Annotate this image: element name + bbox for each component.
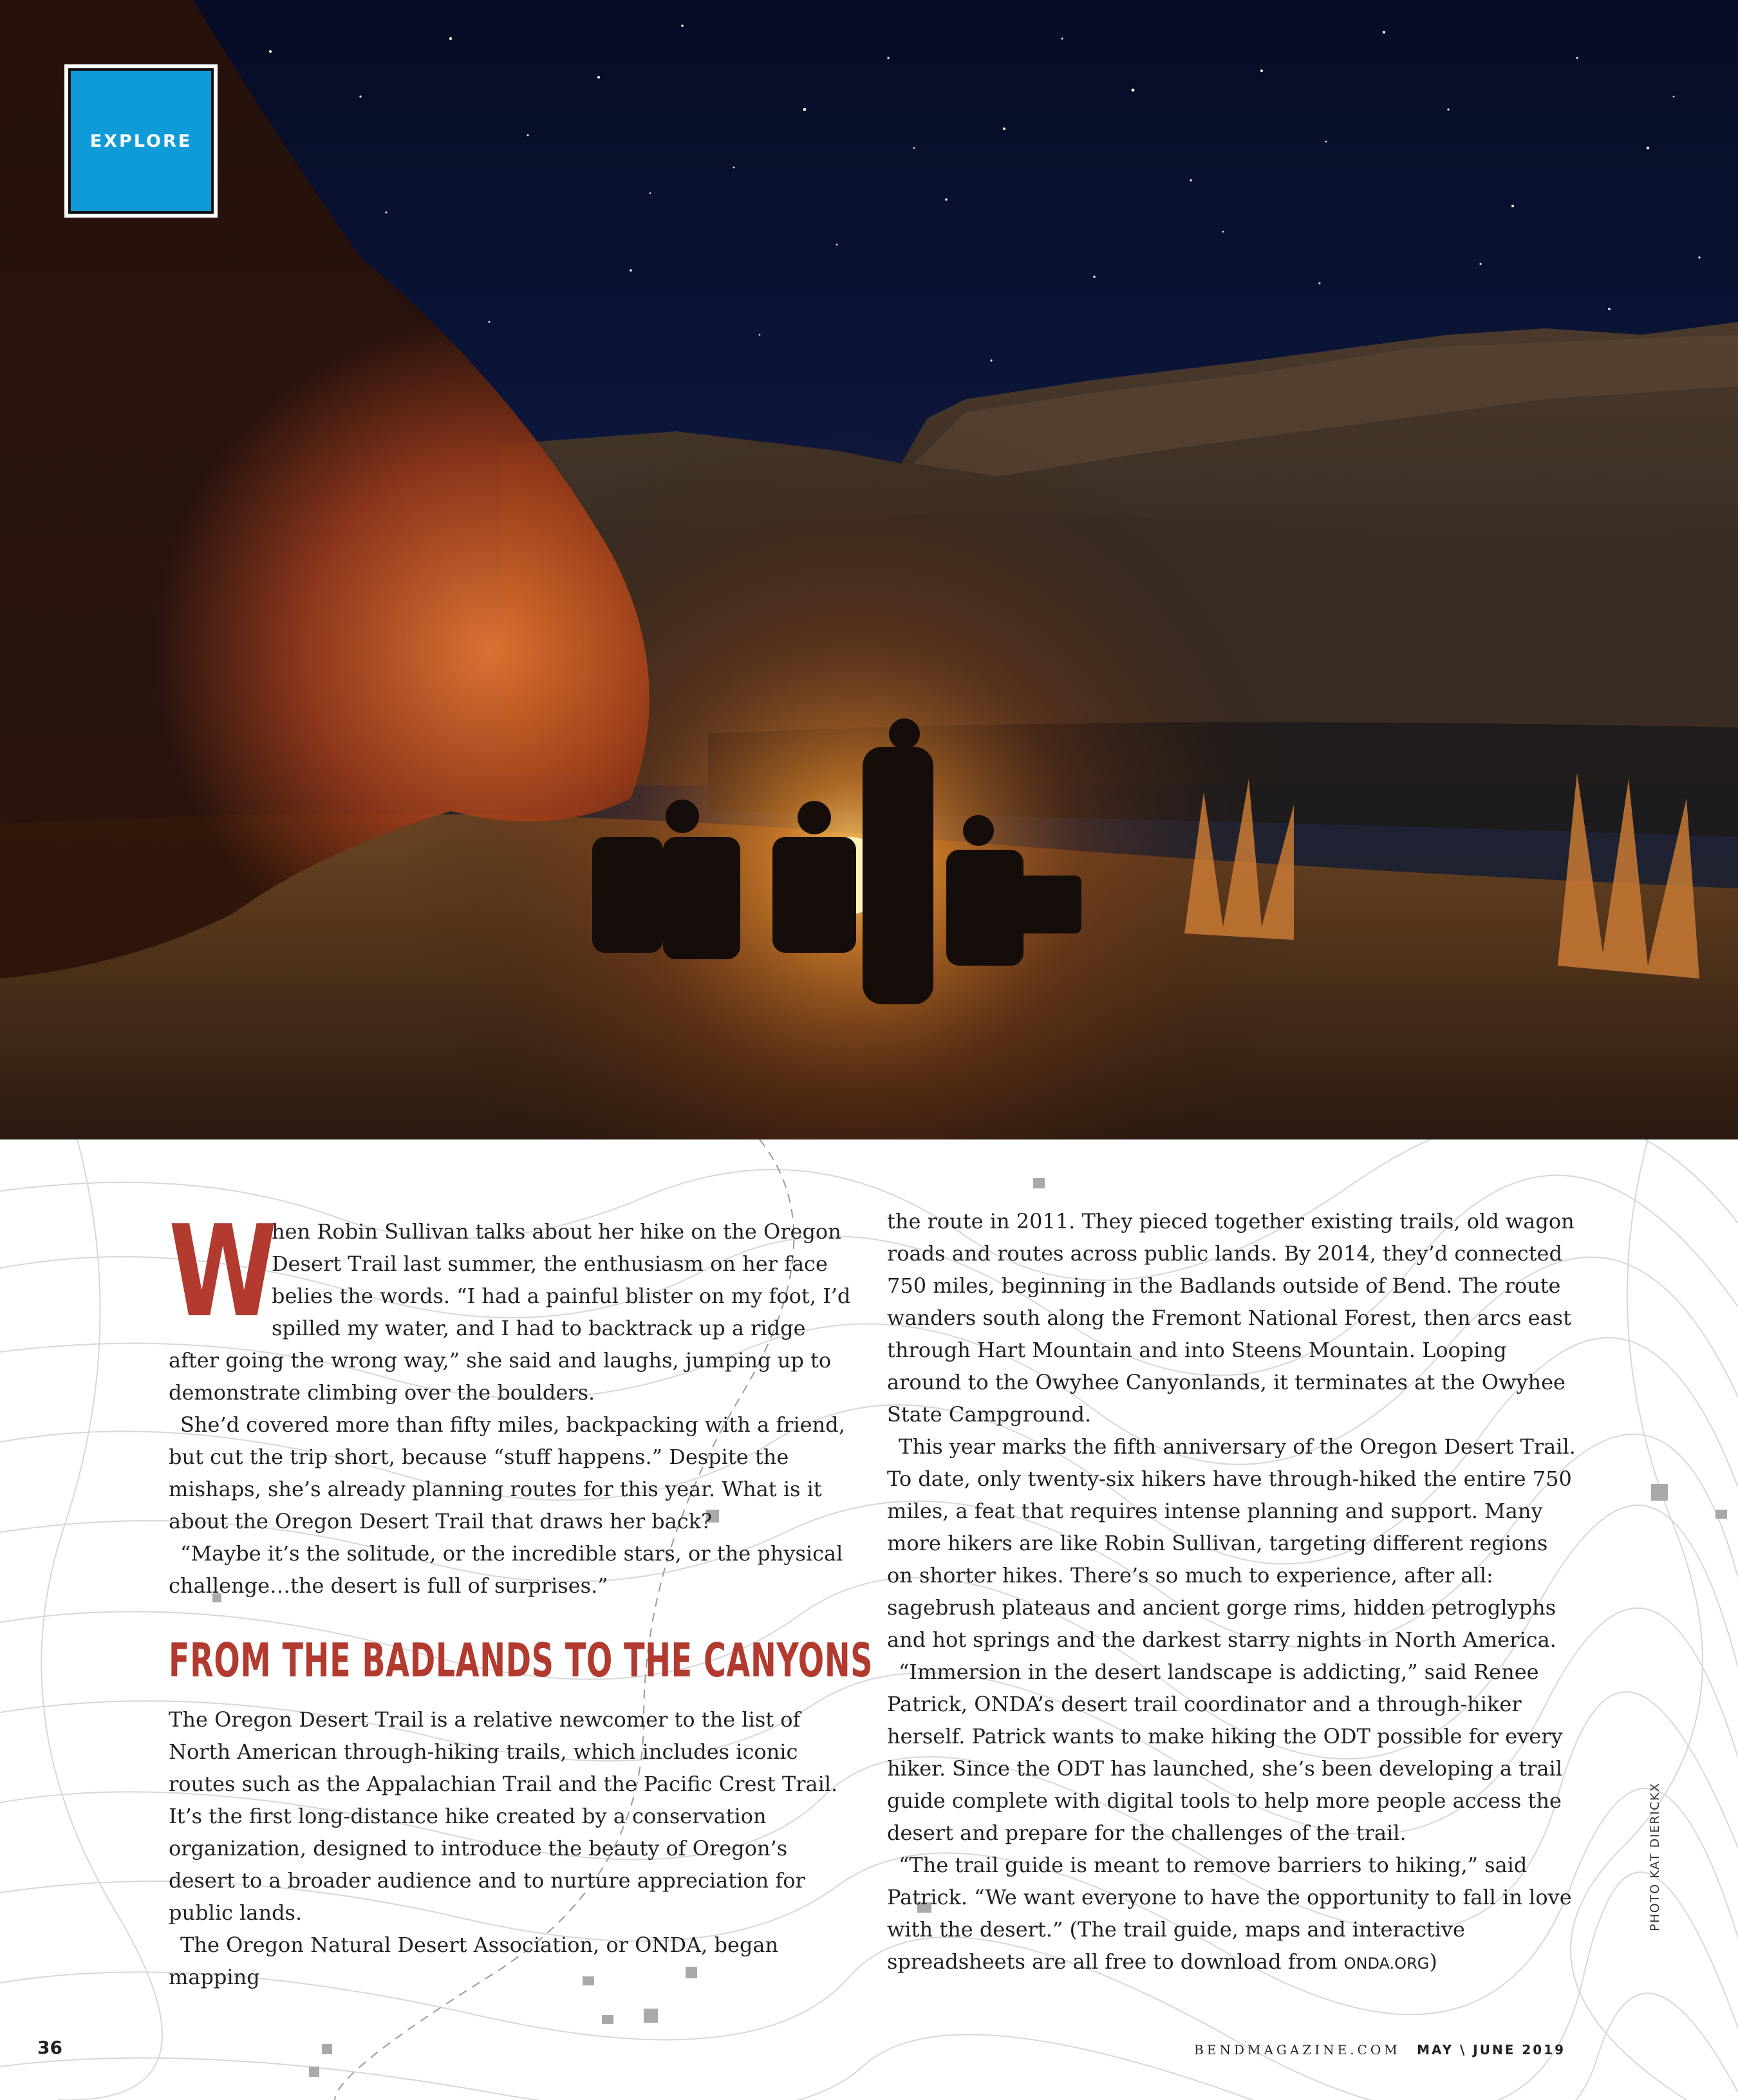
last-paragraph-end: ) xyxy=(1429,1949,1437,1974)
article-paragraph: “Immersion in the desert landscape is addicting,” said Renee Patrick, ONDA’s desert trail coordinator and a through-hiker herself. Patrick wants to make hiking the ODT possible for every hiker. Since the ODT has launched, she’s been developing a trail guide complete with digital tools to help more people access the desert and prepare for the challenges of the trail. xyxy=(887,1660,1563,1845)
footer-folio xyxy=(1194,2042,1565,2058)
article-paragraph: hen Robin Sullivan talks about her hike on the Oregon Desert Trail last summer, the enthusiasm on her face belies the words. “I had a painful blister on my foot, I’d spilled my water, and I had to backtrack up a ridge after going the wrong way,” she said and laughs, jumping up to demonstrate climbing over the boulders. xyxy=(169,1219,851,1405)
section-tag-box xyxy=(68,68,214,214)
footer-site: BENDMAGAZINE.COM xyxy=(1194,2042,1401,2058)
article-paragraph: She’d covered more than fifty miles, backpacking with a friend, but cut the trip short, because “stuff happens.” Despite the mishaps, she’s already planning routes for this year. What is it about the Oregon Desert Trail that draws her back? xyxy=(169,1412,845,1533)
drop-cap: W xyxy=(169,1199,277,1345)
article-paragraph-last xyxy=(887,1849,1576,1980)
article-right-column xyxy=(887,1205,1576,1980)
article-subhead: FROM THE BADLANDS TO THE CANYONS xyxy=(169,1633,874,1687)
article-paragraph: The Oregon Natural Desert Association, or ONDA, began mapping xyxy=(169,1933,779,1989)
article-paragraph: This year marks the fifth anniversary of the Oregon Desert Trail. To date, only twenty-six hikers have through-hiked the entire 750 miles, a feat that requires intense planning and support. Many more hikers are like Robin Sullivan, targeting different regions on shorter hikes. There’s so much to experience, after all: sagebrush plateaus and ancient gorge rims, hidden petroglyphs and hot springs and the darkest starry nights in North America. xyxy=(887,1434,1576,1652)
article-paragraph: The Oregon Desert Trail is a relative newcomer to the list of North American through-hiking trails, which includes iconic routes such as the Appalachian Trail and the Pacific Crest Trail. It’s the first long-distance hike created by a conservation organization, designed to introduce the beauty of Oregon’s desert to a broader audience and to nurture appreciation for public lands. xyxy=(169,1707,838,1925)
section-tag-label: EXPLORE xyxy=(89,131,192,151)
footer-issue: MAY \ JUNE 2019 xyxy=(1417,2042,1565,2058)
page-number: 36 xyxy=(37,2037,62,2058)
photo-credit: PHOTO KAT DIERICKX xyxy=(1648,1782,1662,1931)
article-left-column xyxy=(169,1199,874,1993)
last-paragraph-text: “The trail guide is meant to remove barriers to hiking,” said Patrick. “We want everyone to have the opportunity to fall in love with the desert.” (The trail guide, maps and interactive spreadsheets are all free to download from xyxy=(887,1853,1572,1974)
section-tag xyxy=(64,64,218,218)
article-paragraph: “Maybe it’s the solitude, or the incredible stars, or the physical challenge…the desert is full of surprises.” xyxy=(169,1541,843,1598)
article-paragraph: the route in 2011. They pieced together existing trails, old wagon roads and routes across public lands. By 2014, they’d connected 750 miles, beginning in the Badlands outside of Bend. The route wanders south along the Fremont National Forest, then arcs east through Hart Mountain and into Steens Mountain. Looping around to the Owyhee Canyonlands, it terminates at the Owyhee State Campground. xyxy=(887,1209,1574,1427)
onda-link[interactable]: ONDA.ORG xyxy=(1343,1955,1430,1973)
